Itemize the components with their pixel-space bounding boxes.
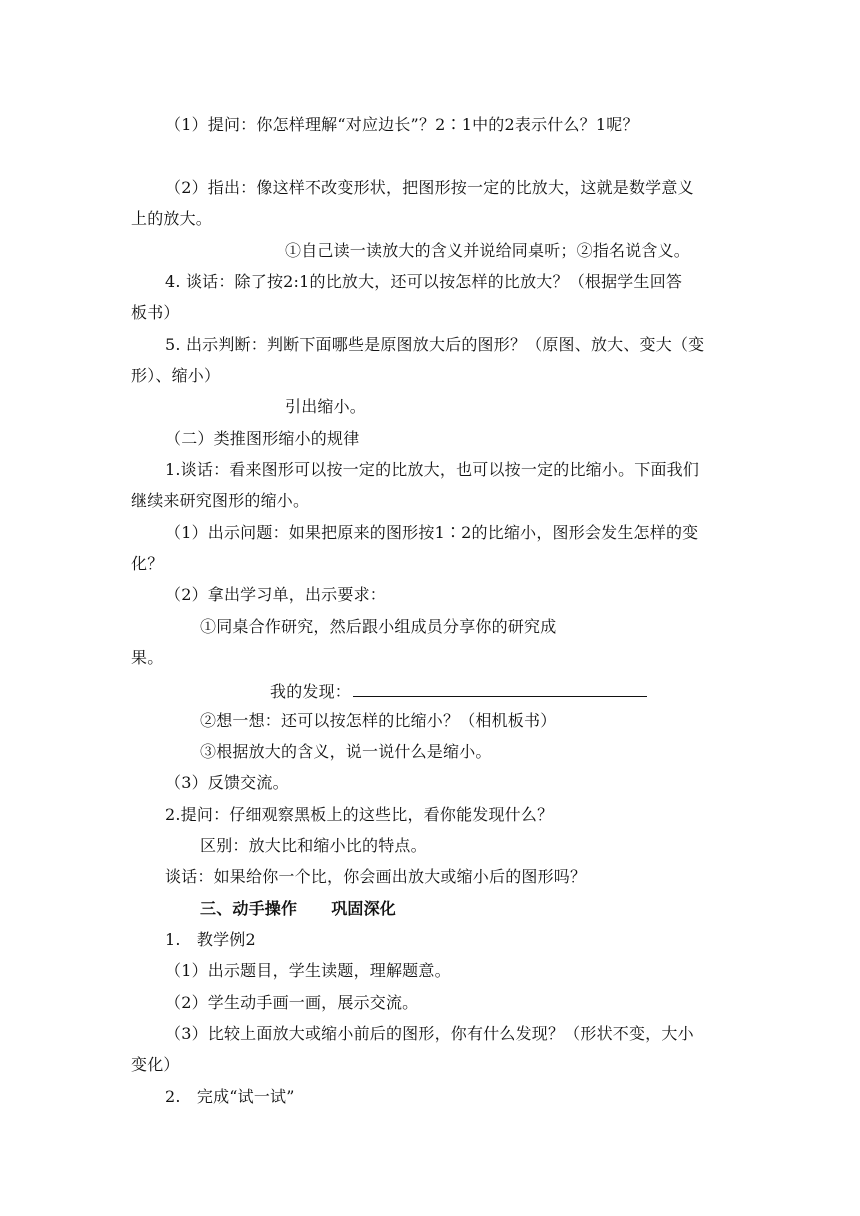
- text-line: （1）出示问题：如果把原来的图形按1∶2的比缩小，图形会发生怎样的变: [165, 523, 699, 542]
- text-line: 引出缩小。: [285, 397, 367, 416]
- text-line: 继续来研究图形的缩小。: [131, 491, 310, 510]
- text-line: 板书）: [131, 303, 180, 322]
- text-line: 1. 教学例2: [165, 930, 256, 949]
- text-line: （1）提问：你怎样理解“对应边长”？2∶1中的2表示什么？1呢？: [165, 115, 639, 134]
- section-heading: [200, 899, 396, 919]
- text-line: ①自己读一读放大的含义并说给同桌听；②指名说含义。: [285, 241, 691, 260]
- text-line: 区别：放大比和缩小比的特点。: [200, 836, 427, 855]
- text-line: （3）比较上面放大或缩小前后的图形，你有什么发现？（形状不变，大小: [165, 1024, 694, 1043]
- discovery-label: 我的发现：: [270, 682, 352, 701]
- section-heading-part2: 巩固深化: [331, 899, 397, 918]
- text-line: 5. 出示判断：判断下面哪些是原图放大后的图形？（原图、放大、变大（变: [165, 335, 705, 354]
- text-line: ②想一想：还可以按怎样的比缩小？（相机板书）: [200, 711, 557, 730]
- text-line: 形）、缩小）: [131, 366, 221, 385]
- text-line: （2）拿出学习单，出示要求：: [165, 585, 386, 604]
- answer-blank: [353, 680, 647, 697]
- text-line: 上的放大。: [131, 209, 213, 228]
- text-line: （1）出示题目，学生读题，理解题意。: [165, 961, 451, 980]
- text-line: （3）反馈交流。: [165, 773, 289, 792]
- text-line: 2.提问：仔细观察黑板上的这些比，看你能发现什么？: [165, 805, 554, 824]
- text-line: ①同桌合作研究，然后跟小组成员分享你的研究成: [200, 617, 557, 636]
- text-line: 果。: [131, 648, 164, 667]
- discovery-line: [270, 680, 647, 702]
- section-heading: （二）类推图形缩小的规律: [165, 429, 360, 448]
- text-line: 2. 完成“试一试”: [165, 1087, 295, 1106]
- text-line: 谈话：如果给你一个比，你会画出放大或缩小后的图形吗？: [165, 867, 587, 886]
- text-line: （2）指出：像这样不改变形状，把图形按一定的比放大，这就是数学意义: [165, 178, 694, 197]
- text-line: 1.谈话：看来图形可以按一定的比放大，也可以按一定的比缩小。下面我们: [165, 460, 700, 479]
- text-line: 变化）: [131, 1055, 180, 1074]
- text-line: （2）学生动手画一画，展示交流。: [165, 993, 419, 1012]
- section-heading-part1: 三、动手操作: [200, 899, 298, 918]
- text-line: 化？: [131, 554, 164, 573]
- text-line: 4. 谈话：除了按2:1的比放大，还可以按怎样的比放大？（根据学生回答: [165, 272, 683, 291]
- text-line: ③根据放大的含义，说一说什么是缩小。: [200, 742, 492, 761]
